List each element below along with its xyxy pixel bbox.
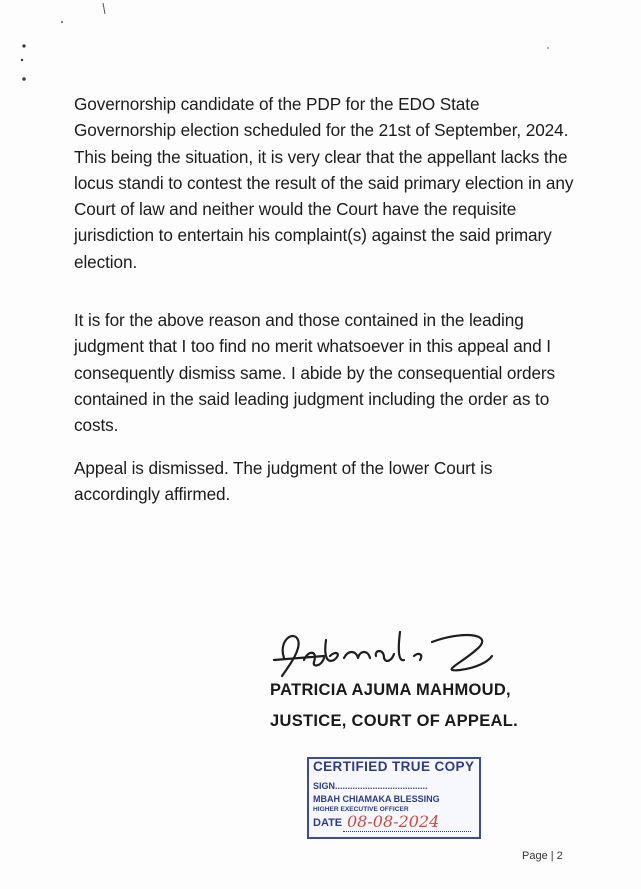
stamp-sign-label: SIGN..................................... bbox=[313, 781, 428, 791]
stamp-officer-name: MBAH CHIAMAKA BLESSING bbox=[313, 794, 440, 804]
stamp-date-label: DATE bbox=[313, 817, 343, 829]
page-number: Page | 2 bbox=[522, 850, 563, 862]
paragraph-1: Governorship candidate of the PDP for the EDO State Governorship election scheduled for the 21st of September, 2024. This being the situation, it is very clear that the appellant lacks the locus standi to contest the result of the said primary election in any Court of law and neither would the Court have the requisite jurisdiction to entertain his complaint(s) against the said primary election. bbox=[74, 94, 574, 272]
stamp-title: CERTIFIED TRUE COPY bbox=[313, 759, 475, 774]
judge-title: JUSTICE, COURT OF APPEAL. bbox=[270, 712, 518, 730]
stamp-officer-title: HIGHER EXECUTIVE OFFICER bbox=[313, 806, 409, 813]
judge-name: PATRICIA AJUMA MAHMOUD, bbox=[270, 681, 511, 699]
stamp-date-line bbox=[343, 831, 471, 832]
paragraph-2: It is for the above reason and those contained in the leading judgment that I too find no merit whatsoever in this appeal and I consequently dismiss same. I abide by the consequential orders contained in the said leading judgment including the order as to costs. bbox=[74, 310, 556, 436]
handwritten-signature bbox=[264, 610, 504, 690]
paragraph-3: Appeal is dismissed. The judgment of the lower Court is accordingly affirmed. bbox=[74, 458, 493, 505]
certified-true-copy-stamp bbox=[307, 757, 481, 839]
stamp-date-value: 08-08-2024 bbox=[347, 812, 440, 831]
